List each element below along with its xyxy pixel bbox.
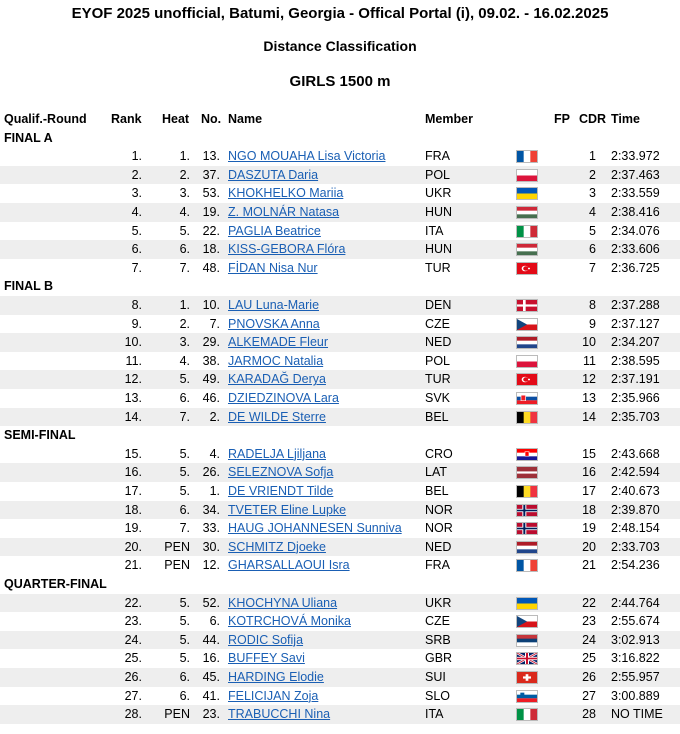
athlete-name-link[interactable]: DZIEDZINOVA Lara: [228, 391, 339, 405]
time-cell: 2:33.972: [611, 149, 660, 164]
col-member: Member: [425, 112, 473, 126]
time-cell: 2:44.764: [611, 595, 660, 610]
cdr-cell: 17: [582, 484, 596, 498]
col-heat: Heat: [162, 112, 190, 126]
member-cell: FRA: [425, 149, 450, 164]
time-cell: 3:02.913: [611, 632, 660, 647]
time-cell: 2:48.154: [611, 521, 660, 536]
flag-srb-icon: [516, 634, 538, 647]
table-row: [0, 482, 680, 501]
heat-cell: 3.: [179, 335, 190, 350]
member-cell: NOR: [425, 521, 453, 536]
athlete-name-link[interactable]: KOTRCHOVÁ Monika: [228, 614, 351, 629]
col-no: No.: [201, 112, 222, 126]
table-row: [0, 370, 680, 389]
cdr-cell: 8: [589, 298, 596, 312]
athlete-name-link[interactable]: LAU Luna-Marie: [228, 298, 320, 312]
member-cell: UKR: [425, 186, 452, 201]
athlete-name-link[interactable]: TRABUCCHI Nina: [228, 707, 331, 722]
time-cell: 2:33.606: [611, 242, 660, 257]
heat-cell: PEN: [164, 558, 190, 573]
athlete-name-link[interactable]: PNOVSKA Anna: [228, 316, 320, 331]
flag-tur-icon: [516, 262, 538, 275]
cdr-cell: 9: [589, 316, 596, 331]
athlete-name-link[interactable]: PAGLIA Beatrice: [228, 223, 321, 238]
table-row: [0, 501, 680, 520]
rank-cell: 21.: [124, 558, 142, 573]
heat-cell: 5.: [179, 595, 190, 610]
athlete-name-link[interactable]: ALKEMADE Fleur: [228, 335, 329, 350]
rank-cell: 3.: [131, 186, 142, 201]
rank-cell: 17.: [124, 484, 142, 498]
flag-den-icon: [516, 299, 538, 312]
flag-cze-icon: [516, 318, 538, 331]
cdr-cell: 10: [582, 335, 596, 350]
cdr-cell: 19: [582, 521, 596, 536]
member-cell: FRA: [425, 558, 450, 573]
athlete-name-link[interactable]: KISS-GEBORA Flóra: [228, 242, 346, 257]
table-row: [0, 352, 680, 371]
table-row: [0, 184, 680, 203]
member-cell: NED: [425, 539, 452, 554]
time-cell: 2:37.288: [611, 298, 660, 312]
heat-cell: 7.: [179, 260, 190, 275]
heat-cell: 2.: [179, 167, 190, 182]
cdr-cell: 27: [582, 688, 596, 703]
col-name: Name: [228, 112, 263, 126]
time-cell: NO TIME: [611, 707, 663, 722]
number-cell: 4.: [209, 446, 220, 461]
athlete-name-link[interactable]: HARDING Elodie: [228, 670, 324, 684]
cdr-cell: 3: [589, 186, 596, 201]
rank-cell: 12.: [124, 372, 142, 387]
cdr-cell: 5: [589, 223, 596, 238]
cdr-cell: 24: [582, 632, 596, 647]
number-cell: 52.: [202, 595, 220, 610]
member-cell: POL: [425, 167, 451, 182]
athlete-name-link[interactable]: Z. MOLNÁR Natasa: [228, 205, 340, 219]
time-cell: 2:35.966: [611, 391, 660, 405]
athlete-name-link[interactable]: FELICIJAN Zoja: [228, 688, 319, 703]
rank-cell: 20.: [124, 539, 142, 554]
event-title: GIRLS 1500 m: [289, 73, 391, 90]
table-row: [0, 333, 680, 352]
flag-ita-icon: [516, 225, 538, 238]
flag-cro-icon: [516, 448, 538, 461]
number-cell: 44.: [202, 632, 220, 647]
rank-cell: 2.: [131, 167, 142, 182]
cdr-cell: 6: [589, 242, 596, 257]
rank-cell: 28.: [124, 707, 142, 722]
heat-cell: 6.: [179, 242, 190, 257]
table-row: [0, 147, 680, 166]
number-cell: 12.: [202, 558, 220, 573]
heat-cell: 5.: [179, 372, 190, 387]
athlete-name-link[interactable]: NGO MOUAHA Lisa Victoria: [228, 149, 386, 164]
flag-svk-icon: [516, 392, 538, 405]
heat-cell: 5.: [179, 651, 190, 666]
number-cell: 48.: [202, 260, 220, 275]
flag-ita-icon: [516, 708, 538, 721]
heat-cell: 1.: [179, 298, 190, 312]
col-rank: Rank: [111, 112, 142, 126]
member-cell: UKR: [425, 595, 452, 610]
cdr-cell: 11: [583, 353, 596, 368]
rank-cell: 11.: [125, 353, 142, 368]
rank-cell: 13.: [124, 391, 142, 405]
rank-cell: 23.: [124, 614, 142, 629]
number-cell: 7.: [209, 316, 220, 331]
member-cell: POL: [425, 353, 451, 368]
table-row: [0, 445, 680, 464]
cdr-cell: 12: [582, 372, 596, 387]
athlete-name-link[interactable]: TVETER Eline Lupke: [228, 502, 347, 517]
athlete-name-link[interactable]: FİDAN Nisa Nur: [228, 260, 318, 275]
rank-cell: 16.: [124, 465, 142, 480]
col-time: Time: [611, 112, 640, 126]
athlete-name-link[interactable]: HAUG JOHANNESEN Sunniva: [228, 521, 402, 536]
table-row: [0, 408, 680, 427]
rank-cell: 15.: [124, 446, 142, 461]
cdr-cell: 22: [582, 595, 596, 610]
member-cell: CZE: [425, 614, 450, 629]
heat-cell: 6.: [179, 502, 190, 517]
member-cell: SLO: [425, 688, 451, 703]
number-cell: 2.: [209, 409, 220, 424]
page-title: EYOF 2025 unofficial, Batumi, Georgia - Offical Portal (i), 09.02. - 16.02.2025: [71, 5, 609, 22]
number-cell: 1.: [209, 484, 220, 498]
col-round: Qualif.-Round: [4, 112, 87, 126]
cdr-cell: 18: [582, 502, 596, 517]
number-cell: 26.: [202, 465, 220, 480]
flag-tur-icon: [516, 373, 538, 386]
athlete-name-link[interactable]: KHOKHELKO Mariia: [228, 186, 344, 201]
time-cell: 2:37.191: [611, 372, 660, 387]
number-cell: 49.: [202, 372, 220, 387]
rank-cell: 5.: [131, 223, 142, 238]
time-cell: 2:39.870: [611, 502, 660, 517]
athlete-name-link[interactable]: KHOCHYNA Uliana: [228, 595, 338, 610]
cdr-cell: 23: [582, 614, 596, 629]
athlete-name-link[interactable]: DE WILDE Sterre: [228, 409, 326, 424]
table-row: [0, 687, 680, 706]
table-row: [0, 240, 680, 259]
time-cell: 2:37.127: [611, 316, 660, 331]
table-row: [0, 315, 680, 334]
number-cell: 34.: [202, 502, 220, 517]
flag-fra-icon: [516, 150, 538, 163]
athlete-name-link[interactable]: DE VRIENDT Tilde: [228, 484, 334, 498]
heat-cell: 5.: [179, 223, 190, 238]
number-cell: 29.: [202, 335, 220, 350]
cdr-cell: 21: [582, 558, 596, 573]
rank-cell: 6.: [131, 242, 142, 257]
number-cell: 10.: [202, 298, 220, 312]
cdr-cell: 1: [589, 149, 596, 164]
flag-bel-icon: [516, 485, 538, 498]
time-cell: 2:36.725: [611, 260, 660, 275]
member-cell: TUR: [425, 260, 451, 275]
flag-pol-icon: [516, 355, 538, 368]
member-cell: SVK: [425, 391, 451, 405]
time-cell: 2:37.463: [611, 167, 660, 182]
time-cell: 2:40.673: [611, 484, 660, 498]
flag-hun-icon: [516, 243, 538, 256]
heat-cell: 1.: [179, 149, 190, 164]
flag-bel-icon: [516, 411, 538, 424]
heat-cell: 5.: [179, 484, 190, 498]
flag-slo-icon: [516, 690, 538, 703]
table-row: [0, 556, 680, 575]
col-cdr: CDR: [579, 112, 607, 126]
table-row: [0, 612, 680, 631]
member-cell: TUR: [425, 372, 451, 387]
rank-cell: 24.: [124, 632, 142, 647]
rank-cell: 22.: [124, 595, 142, 610]
number-cell: 30.: [202, 539, 220, 554]
rank-cell: 26.: [124, 670, 142, 684]
time-cell: 2:34.076: [611, 223, 660, 238]
member-cell: CRO: [425, 446, 453, 461]
rank-cell: 19.: [124, 521, 142, 536]
section-header: [0, 277, 680, 296]
rank-cell: 8.: [131, 298, 142, 312]
number-cell: 19.: [202, 205, 220, 219]
table-row: [0, 389, 680, 408]
member-cell: DEN: [425, 298, 452, 312]
flag-ukr-icon: [516, 597, 538, 610]
cdr-cell: 16: [582, 465, 596, 480]
time-cell: 3:16.822: [611, 651, 660, 666]
section-label: QUARTER-FINAL: [4, 577, 107, 591]
page-subtitle: Distance Classification: [263, 38, 417, 54]
athlete-name-link[interactable]: SCHMITZ Djoeke: [228, 539, 326, 554]
heat-cell: 5.: [179, 446, 190, 461]
heat-cell: 6.: [179, 688, 190, 703]
rank-cell: 14.: [124, 409, 142, 424]
cdr-cell: 14: [582, 409, 596, 424]
member-cell: LAT: [425, 465, 447, 480]
member-cell: GBR: [425, 651, 453, 666]
heat-cell: 5.: [179, 614, 190, 629]
athlete-name-link[interactable]: SELEZNOVA Sofja: [228, 465, 334, 480]
table-row: [0, 668, 680, 687]
heat-cell: PEN: [164, 707, 190, 722]
athlete-name-link[interactable]: DASZUTA Daria: [228, 167, 319, 182]
flag-ukr-icon: [516, 187, 538, 200]
table-row: [0, 519, 680, 538]
time-cell: 2:35.703: [611, 409, 660, 424]
table-row: [0, 705, 680, 724]
number-cell: 23.: [202, 707, 220, 722]
section-label: FINAL A: [4, 130, 53, 145]
flag-nor-icon: [516, 522, 538, 535]
flag-cze-icon: [516, 615, 538, 628]
flag-nor-icon: [516, 504, 538, 517]
table-row: [0, 631, 680, 650]
time-cell: 2:43.668: [611, 446, 660, 461]
cdr-cell: 2: [589, 167, 596, 182]
flag-ned-icon: [516, 336, 538, 349]
member-cell: ITA: [425, 223, 444, 238]
athlete-name-link[interactable]: KARADAĞ Derya: [228, 372, 326, 387]
section-label: SEMI-FINAL: [4, 428, 76, 443]
cdr-cell: 7: [589, 260, 596, 275]
number-cell: 13.: [202, 149, 220, 164]
flag-sui-icon: [516, 671, 538, 684]
athlete-name-link[interactable]: JARMOC Natalia: [228, 353, 324, 368]
time-cell: 2:38.416: [611, 205, 660, 219]
table-row: [0, 203, 680, 222]
heat-cell: 6.: [179, 670, 190, 684]
cdr-cell: 26: [582, 670, 596, 684]
number-cell: 37.: [202, 167, 220, 182]
number-cell: 22.: [202, 223, 220, 238]
heat-cell: 3.: [179, 186, 190, 201]
athlete-name-link[interactable]: RADELJA Ljiljana: [228, 446, 326, 461]
flag-pol-icon: [516, 169, 538, 182]
member-cell: HUN: [425, 205, 453, 219]
heat-cell: 7.: [179, 409, 190, 424]
member-cell: BEL: [425, 409, 449, 424]
table-row: [0, 649, 680, 668]
time-cell: 2:54.236: [611, 558, 660, 573]
section-header: [0, 426, 680, 445]
time-cell: 2:33.703: [611, 539, 660, 554]
number-cell: 6.: [209, 614, 220, 629]
rank-cell: 1.: [131, 149, 142, 164]
number-cell: 53.: [202, 186, 220, 201]
cdr-cell: 4: [589, 205, 596, 219]
flag-fra-icon: [516, 559, 538, 572]
heat-cell: 5.: [179, 465, 190, 480]
cdr-cell: 15: [582, 446, 596, 461]
time-cell: 2:34.207: [611, 335, 660, 350]
flag-hun-icon: [516, 206, 538, 219]
member-cell: SUI: [425, 670, 446, 684]
athlete-name-link[interactable]: RODIC Sofija: [228, 632, 304, 647]
rank-cell: 9.: [131, 316, 142, 331]
col-fp: FP: [554, 112, 570, 126]
member-cell: ITA: [425, 707, 444, 722]
rank-cell: 27.: [124, 688, 142, 703]
heat-cell: PEN: [164, 539, 190, 554]
number-cell: 45.: [202, 670, 220, 684]
rank-cell: 4.: [131, 205, 142, 219]
time-cell: 2:55.674: [611, 614, 660, 629]
heat-cell: 4.: [179, 205, 190, 219]
member-cell: HUN: [425, 242, 453, 257]
time-cell: 2:38.595: [611, 353, 660, 368]
table-row: [0, 538, 680, 557]
table-row: [0, 166, 680, 185]
time-cell: 3:00.889: [611, 688, 660, 703]
heat-cell: 4.: [179, 353, 190, 368]
rank-cell: 25.: [124, 651, 142, 666]
member-cell: CZE: [425, 316, 450, 331]
cdr-cell: 28: [582, 707, 596, 722]
heat-cell: 7.: [179, 521, 190, 536]
table-row: [0, 463, 680, 482]
section-label: FINAL B: [4, 279, 54, 294]
number-cell: 18.: [202, 242, 220, 257]
athlete-name-link[interactable]: BUFFEY Savi: [228, 651, 305, 666]
table-row: [0, 222, 680, 241]
time-cell: 2:55.957: [611, 670, 660, 684]
table-header: [0, 110, 680, 129]
table-row: [0, 296, 680, 315]
number-cell: 46.: [202, 391, 220, 405]
heat-cell: 5.: [179, 632, 190, 647]
rank-cell: 18.: [124, 502, 142, 517]
time-cell: 2:33.559: [611, 186, 660, 201]
number-cell: 41.: [202, 688, 220, 703]
rank-cell: 10.: [124, 335, 142, 350]
number-cell: 16.: [202, 651, 220, 666]
flag-lat-icon: [516, 466, 538, 479]
rank-cell: 7.: [131, 260, 142, 275]
heat-cell: 6.: [179, 391, 190, 405]
heat-cell: 2.: [179, 316, 190, 331]
table-row: [0, 259, 680, 278]
section-header: [0, 575, 680, 594]
time-cell: 2:42.594: [611, 465, 660, 480]
athlete-name-link[interactable]: GHARSALLAOUI Isra: [228, 558, 350, 573]
number-cell: 38.: [202, 353, 220, 368]
section-header: [0, 129, 680, 148]
cdr-cell: 20: [582, 539, 596, 554]
cdr-cell: 13: [582, 391, 596, 405]
flag-gbr-icon: [516, 652, 538, 665]
flag-ned-icon: [516, 541, 538, 554]
member-cell: BEL: [425, 484, 449, 498]
table-row: [0, 594, 680, 613]
member-cell: NED: [425, 335, 452, 350]
member-cell: SRB: [425, 632, 451, 647]
number-cell: 33.: [202, 521, 220, 536]
cdr-cell: 25: [582, 651, 596, 666]
member-cell: NOR: [425, 502, 453, 517]
